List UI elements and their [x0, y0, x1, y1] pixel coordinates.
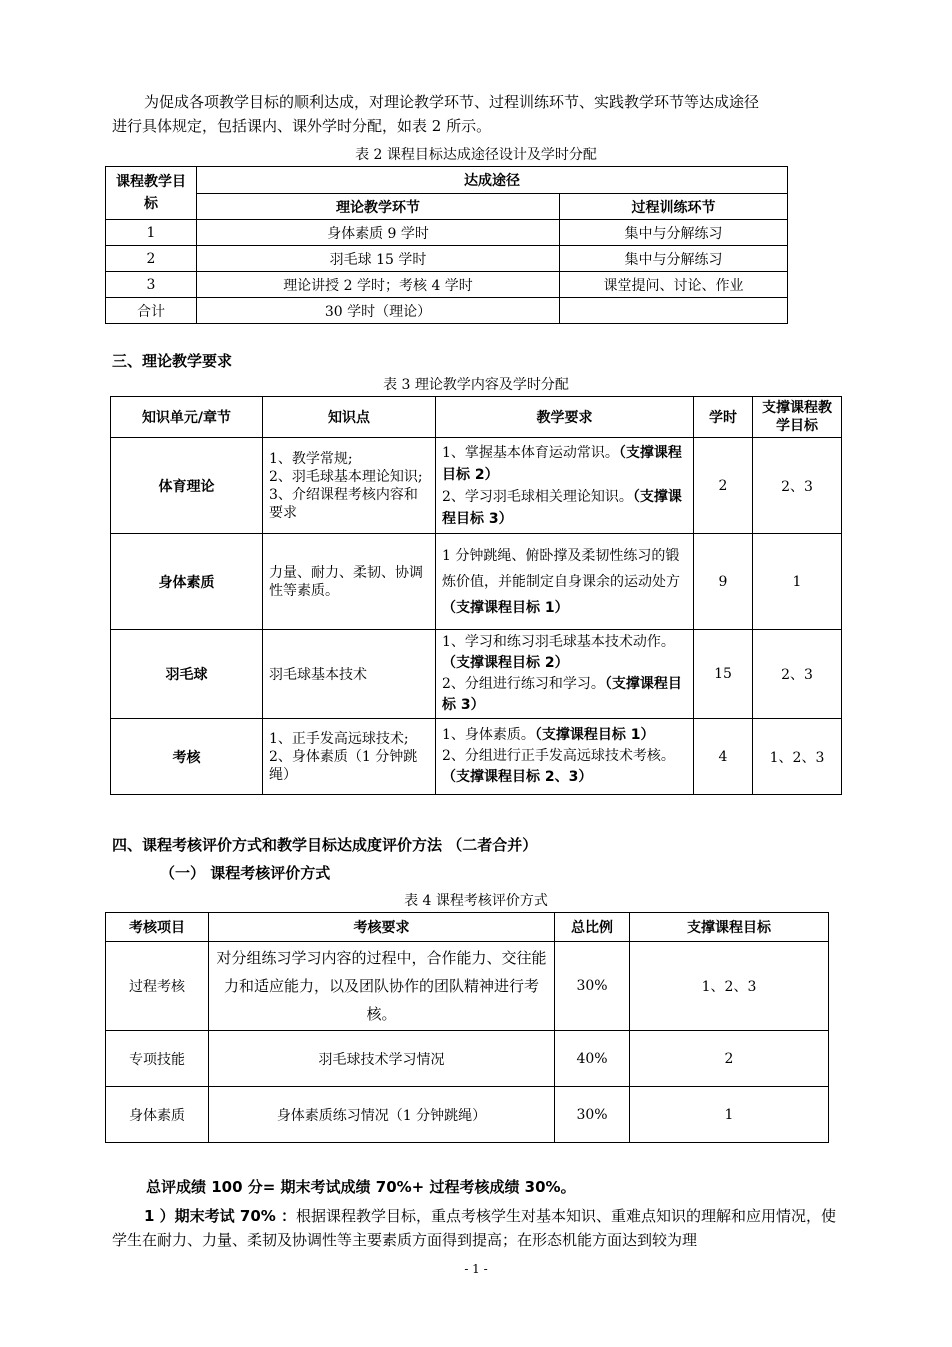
table3-caption: 表 3 理论教学内容及学时分配	[383, 377, 569, 393]
table4-header-req: 考核要求	[209, 913, 555, 942]
table4-header-ratio: 总比例	[555, 913, 630, 942]
table2-caption: 表 2 课程目标达成途径设计及学时分配	[355, 147, 597, 163]
intro-paragraph	[112, 90, 842, 138]
table3	[110, 396, 842, 795]
total-score-formula: 总评成绩 100 分= 期末考试成绩 70%+ 过程考核成绩 30%。	[146, 1178, 576, 1196]
table-row: 3 理论讲授 2 学时；考核 4 学时 课堂提问、讨论、作业	[106, 272, 788, 298]
table-row: 2 羽毛球 15 学时 集中与分解练习	[106, 246, 788, 272]
table-row: 过程考核 对分组练习学习内容的过程中，合作能力、交往能力和适应能力，以及团队协作的团队精神进行考核。 30% 1、2、3	[106, 942, 829, 1031]
table-row: 考核 1、正手发高远球技术; 2、身体素质（1 分钟跳绳） 1、身体素质。（支撑课程目标 1） 2、分组进行正手发高远球技术考核。（支撑课程目标 2、3） 4 1、2、3	[111, 719, 842, 795]
table2-header-process: 过程训练环节	[560, 194, 788, 220]
table-row: 身体素质 力量、耐力、柔韧、协调性等素质。 1 分钟跳绳、俯卧撑及柔韧性练习的锻炼价值，并能制定自身课余的运动处方（支撑课程目标 1） 9 1	[111, 534, 842, 630]
table4	[105, 912, 829, 1143]
final-exam-label: 1 ）期末考试 70% ：	[144, 1207, 297, 1225]
table2-header-theory: 理论教学环节	[197, 194, 560, 220]
table-row: 合计 30 学时（理论）	[106, 298, 788, 324]
final-exam-paragraph	[112, 1204, 842, 1252]
table4-header-item: 考核项目	[106, 913, 209, 942]
table3-header-goal: 支撑课程教学目标	[753, 397, 842, 438]
table2-header-path: 达成途径	[197, 167, 788, 194]
table4-header-goal: 支撑课程目标	[630, 913, 829, 942]
section4-subtitle: （一） 课程考核评价方式	[160, 864, 331, 882]
table-row: 羽毛球 羽毛球基本技术 1、学习和练习羽毛球基本技术动作。（支撑课程目标 2） 2、分组进行练习和学习。（支撑课程目标 3） 15 2、3	[111, 630, 842, 719]
intro-line-2: 进行具体规定，包括课内、课外学时分配，如表 2 所示。	[112, 117, 492, 135]
table3-header-points: 知识点	[263, 397, 436, 438]
table-row: 身体素质 身体素质练习情况（1 分钟跳绳） 30% 1	[106, 1087, 829, 1143]
table3-header-req: 教学要求	[436, 397, 694, 438]
section3-title: 三、理论教学要求	[112, 352, 233, 370]
page-number: - 1 -	[464, 1262, 488, 1276]
table-row: 专项技能 羽毛球技术学习情况 40% 2	[106, 1031, 829, 1087]
table2-header-target: 课程教学目标	[106, 167, 197, 220]
table3-header-hours: 学时	[694, 397, 753, 438]
table3-header-unit: 知识单元/章节	[111, 397, 263, 438]
final-exam-text: 根据课程教学目标，重点考核学生对基本知识、重难点知识的理解和应用情况，使学生在耐力、力量、柔韧及协调性等主要素质方面得到提高；在形态机能方面达到较为理	[112, 1207, 837, 1249]
table-row: 体育理论 1、教学常规; 2、羽毛球基本理论知识; 3、介绍课程考核内容和要求 1、掌握基本体育运动常识。（支撑课程目标 2） 2、学习羽毛球相关理论知识。（支撑课程目标 3） 2 2、3	[111, 438, 842, 534]
table4-caption: 表 4 课程考核评价方式	[404, 893, 548, 909]
table-row: 1 身体素质 9 学时 集中与分解练习	[106, 220, 788, 246]
table2	[105, 166, 788, 324]
intro-line-1: 为促成各项教学目标的顺利达成，对理论教学环节、过程训练环节、实践教学环节等达成途径	[144, 93, 760, 111]
section4-title: 四、课程考核评价方式和教学目标达成度评价方法 （二者合并）	[112, 836, 538, 854]
